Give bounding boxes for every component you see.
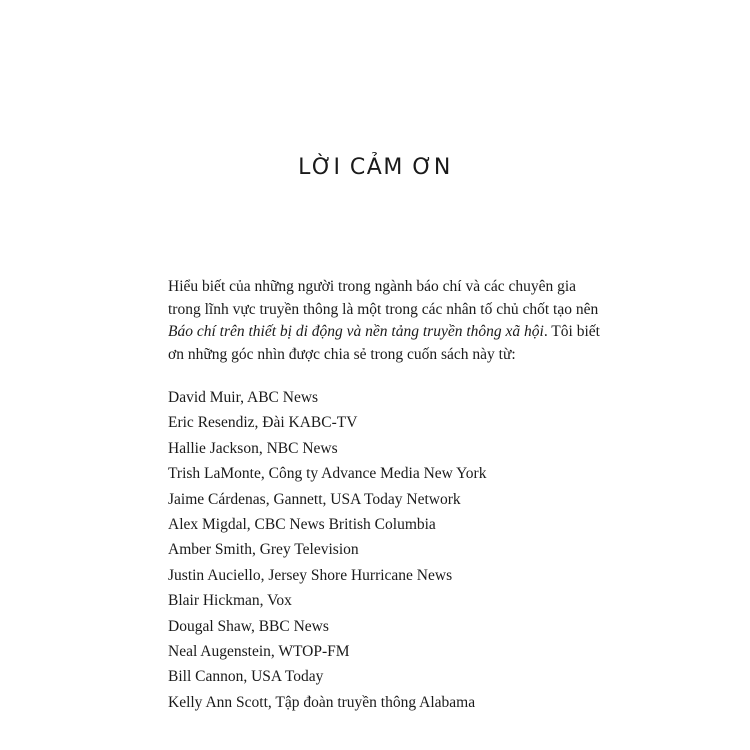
acknowledgement-item: Dougal Shaw, BBC News bbox=[168, 617, 329, 635]
acknowledgement-item: Neal Augenstein, WTOP-FM bbox=[168, 642, 350, 660]
acknowledgement-list bbox=[168, 385, 608, 715]
acknowledgement-item: Trish LaMonte, Công ty Advance Media New York bbox=[168, 465, 487, 483]
intro-line bbox=[168, 321, 608, 344]
acknowledgement-item: Amber Smith, Grey Television bbox=[168, 541, 359, 559]
acknowledgement-item: Hallie Jackson, NBC News bbox=[168, 439, 338, 457]
acknowledgement-item: Justin Auciello, Jersey Shore Hurricane News bbox=[168, 566, 453, 584]
acknowledgement-item: David Muir, ABC News bbox=[168, 389, 319, 406]
page-title: LỜI CẢM ƠN bbox=[298, 155, 452, 180]
acknowledgement-item: Kelly Ann Scott, Tập đoàn truyền thông Alabama bbox=[168, 693, 476, 711]
acknowledgement-item: Jaime Cárdenas, Gannett, USA Today Network bbox=[168, 490, 461, 508]
acknowledgement-item: Bill Cannon, USA Today bbox=[168, 668, 324, 686]
intro-paragraph bbox=[168, 276, 608, 366]
page-body bbox=[168, 276, 608, 715]
acknowledgement-item: Blair Hickman, Vox bbox=[168, 592, 292, 610]
intro-line: trong lĩnh vực truyền thông là một trong các nhân tố chủ chốt tạo nên bbox=[168, 300, 599, 318]
intro-line: ơn những góc nhìn được chia sẻ trong cuốn sách này từ: bbox=[168, 345, 516, 363]
acknowledgement-item: Eric Resendiz, Đài KABC-TV bbox=[168, 414, 358, 432]
intro-line: Hiểu biết của những người trong ngành báo chí và các chuyên gia bbox=[168, 278, 577, 295]
book-title-italic: Báo chí trên thiết bị di động và nền tảng truyền thông xã hội bbox=[168, 323, 544, 340]
acknowledgement-item: Alex Migdal, CBC News British Columbia bbox=[168, 515, 436, 533]
intro-line-rest: . Tôi biết bbox=[543, 323, 600, 340]
